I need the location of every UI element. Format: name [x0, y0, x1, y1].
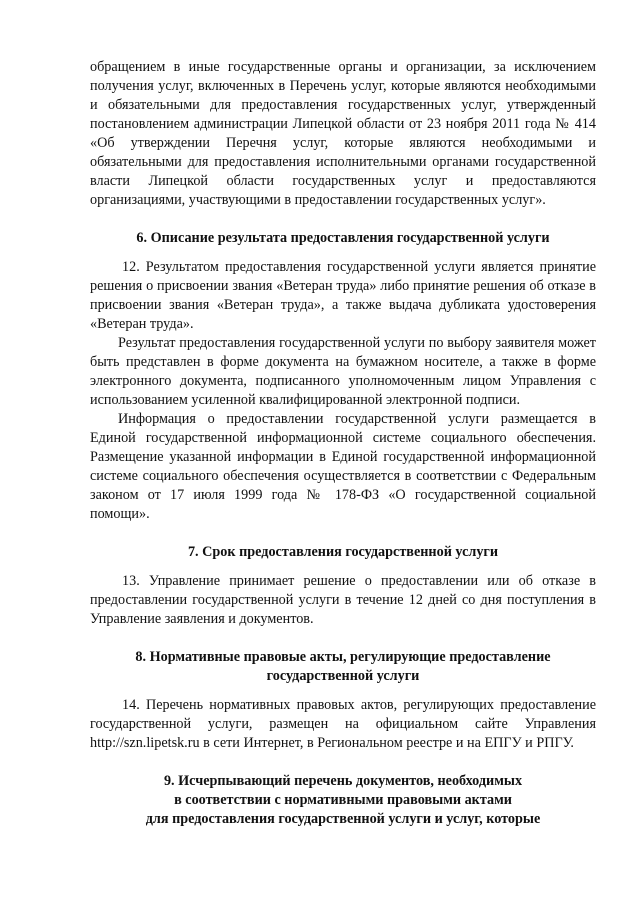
- section-6-paragraph-3: Информация о предоставлении государственной услуги размещается в Единой государственной информационной системе социального обеспечения. Размещение указанной информации в Единой государственной информационной системе социального обеспечения осуществляется в соответствии с Федеральным законом от 17 июля 1999 года № 178-ФЗ «О государственной социальной помощи».: [90, 411, 596, 522]
- section-7-heading: [90, 543, 596, 562]
- section-heading-line: государственной услуги: [266, 668, 420, 684]
- section-9-heading: [90, 772, 596, 829]
- section-6-paragraph-1: 12. Результатом предоставления государственной услуги является принятие решения о присвоении звания «Ветеран труда» либо принятие решения об отказе в присвоении звания «Ветеран труда», а также выдача дубликата удостоверения «Ветеран труда».: [90, 259, 596, 332]
- section-heading-line: 7. Срок предоставления государственной услуги: [187, 544, 499, 560]
- section-6-heading: [90, 229, 596, 248]
- section-heading-line: 6. Описание результата предоставления государственной услуги: [136, 230, 550, 246]
- section-7-paragraph-1: 13. Управление принимает решение о предоставлении или об отказе в предоставлении государственной услуги в течение 12 дней со дня поступления в Управление заявления и документов.: [90, 573, 596, 627]
- section-8-paragraph-1: 14. Перечень нормативных правовых актов, регулирующих предоставление государственной услуги, размещен на официальном сайте Управления http://szn.lipetsk.ru в сети Интернет, в Региональном реестре и на ЕПГУ и РПГУ.: [90, 697, 596, 751]
- section-heading-line: 8. Нормативные правовые акты, регулирующие предоставление: [135, 649, 551, 665]
- section-heading-line: для предоставления государственной услуги и услуг, которые: [145, 811, 541, 827]
- section-8-heading: [90, 648, 596, 686]
- document-body: [90, 58, 596, 829]
- section-heading-line: в соответствии с нормативными правовыми актами: [174, 792, 512, 808]
- section-heading-line: 9. Исчерпывающий перечень документов, необходимых: [163, 773, 523, 789]
- section-6-paragraph-2: Результат предоставления государственной услуги по выбору заявителя может быть представлен в форме документа на бумажном носителе, а также в форме электронного документа, подписанного уполномоченным лицом Управления с использованием усиленной квалифицированной электронной подписи.: [90, 335, 596, 408]
- intro-paragraph: обращением в иные государственные органы и организации, за исключением получения услуг, включенных в Перечень услуг, которые являются необходимыми и обязательными для предоставления государственных услуг, утвержденный постановлением администрации Липецкой области от 23 ноября 2011 года № 414 «Об утверждении Перечня услуг, которые являются необходимыми и обязательными для предоставления исполнительными органами государственной власти Липецкой области государственных услуг и предоставляются организациями, участвующими в предоставлении государственных услуг».: [90, 59, 596, 208]
